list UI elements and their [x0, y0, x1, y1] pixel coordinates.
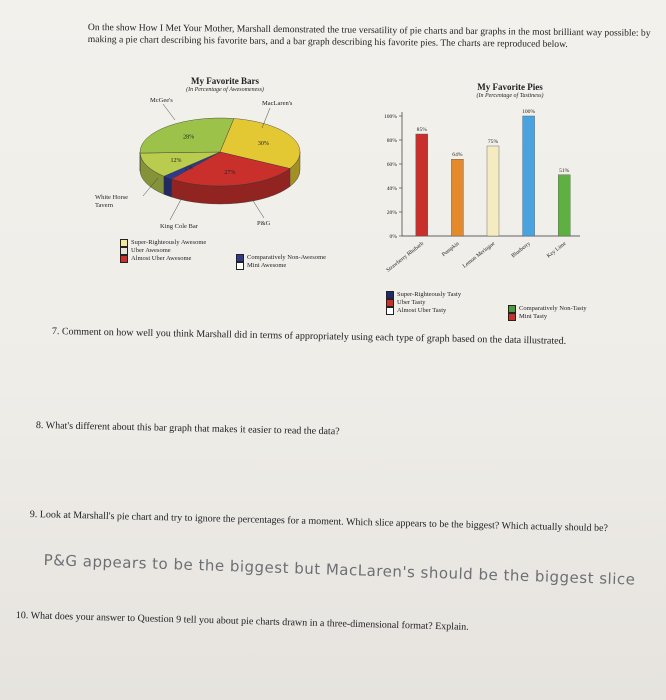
pie-slice-label: 30%: [257, 141, 269, 148]
question-10: 10. What does your answer to Question 9 tell you about pie charts drawn in a three-dimensional format? Explain.: [15, 610, 469, 633]
question-9: 9. Look at Marshall's pie chart and try to ignore the percentages for a moment. Which slice appears to be the biggest? Which actually should be?: [29, 509, 609, 535]
bar-value-label: 64%: [452, 152, 463, 159]
bar-2: [487, 146, 499, 236]
bar-legend-item: Comparatively Non-Tasty: [508, 305, 587, 313]
bar-y-tick-label: 0%: [389, 234, 397, 240]
pie-legend-item: Almost Uber Awesome: [120, 255, 206, 263]
bar-y-tick-label: 100%: [383, 114, 397, 120]
bar-category-label: Strawberry Rhubarb: [385, 240, 426, 274]
legend-swatch: [508, 313, 516, 321]
bar-category-label: Key Lime: [545, 240, 568, 260]
bar-category-label: Blueberry: [510, 240, 532, 260]
bar-y-tick-label: 60%: [386, 162, 397, 168]
bar-category-label: Pumpkin: [441, 240, 461, 259]
bar-value-label: 75%: [487, 139, 499, 145]
pie-label-pg: P&G: [257, 220, 271, 227]
pie-label-maclarens: MacLaren's: [262, 100, 293, 107]
bar-legend-item: Super-Righteously Tasty: [386, 291, 461, 299]
pie-slice-label: 28%: [183, 134, 195, 141]
bar-chart-title: My Favorite Pies: [477, 82, 543, 92]
pie-legend-item: Mini Awesome: [236, 262, 326, 270]
bar-category-label: Lemon Meringue: [461, 240, 497, 270]
question-9-handwritten-answer: P&G appears to be the biggest but MacLaren's should be the biggest slice: [43, 551, 636, 589]
bar-value-label: 100%: [522, 109, 536, 115]
bar-legend-item: Almost Uber Tasty: [386, 307, 461, 315]
bar-legend-right: [508, 305, 587, 321]
bar-y-tick-label: 80%: [386, 138, 397, 144]
bar-y-tick-label: 40%: [386, 186, 397, 192]
legend-swatch: [386, 307, 394, 315]
pie-chart-subtitle: (In Percentage of Awesomeness): [186, 87, 264, 93]
question-8: 8. What's different about this bar graph that makes it easier to read the data?: [35, 420, 340, 438]
bar-1: [451, 159, 463, 236]
bar-legend-item: Mini Tasty: [508, 313, 587, 321]
pie-legend-item: Comparatively Non-Awesome: [236, 254, 326, 262]
bar-y-tick-label: 20%: [386, 210, 397, 216]
legend-swatch: [386, 291, 394, 299]
pie-chart-title: My Favorite Bars: [191, 76, 259, 86]
bar-0: [416, 134, 428, 236]
bar-legend-item: Uber Tasty: [386, 299, 461, 307]
intro-paragraph: On the show How I Met Your Mother, Marshall demonstrated the true versatility of pie charts and bar graphs in the most brilliant way possible: by making a pie chart describing his favorite bars, and a bar graph describing his favorite pies. The charts are reproduced below.: [87, 22, 651, 50]
bar-value-label: 51%: [559, 167, 570, 174]
pie-slice-label: 12%: [170, 158, 182, 165]
question-7: 7. Comment on how well you think Marshall did in terms of appropriately using each type of graph based on the data illustrated.: [51, 326, 567, 347]
bar-chart-subtitle: (In Percentage of Tastiness): [476, 93, 544, 99]
bar-3: [523, 116, 535, 236]
legend-swatch: [386, 299, 394, 307]
pie-slice-label: 27%: [224, 169, 236, 176]
pie-legend-item: Super-Righteously Awesome: [120, 239, 206, 247]
pie-label-mcgees: McGee's: [150, 97, 173, 104]
pie-label-king-cole: King Cole Bar: [160, 223, 198, 230]
pie-legend-item: Uber Awesome: [120, 247, 206, 255]
bar-4: [558, 175, 570, 236]
bar-legend-left: [386, 291, 461, 315]
legend-swatch: [508, 305, 516, 313]
pie-slice-label: 2%: [184, 165, 193, 172]
pie-label-white-horse: White Horse Tavern: [95, 194, 129, 209]
bar-value-label: 85%: [416, 127, 427, 133]
